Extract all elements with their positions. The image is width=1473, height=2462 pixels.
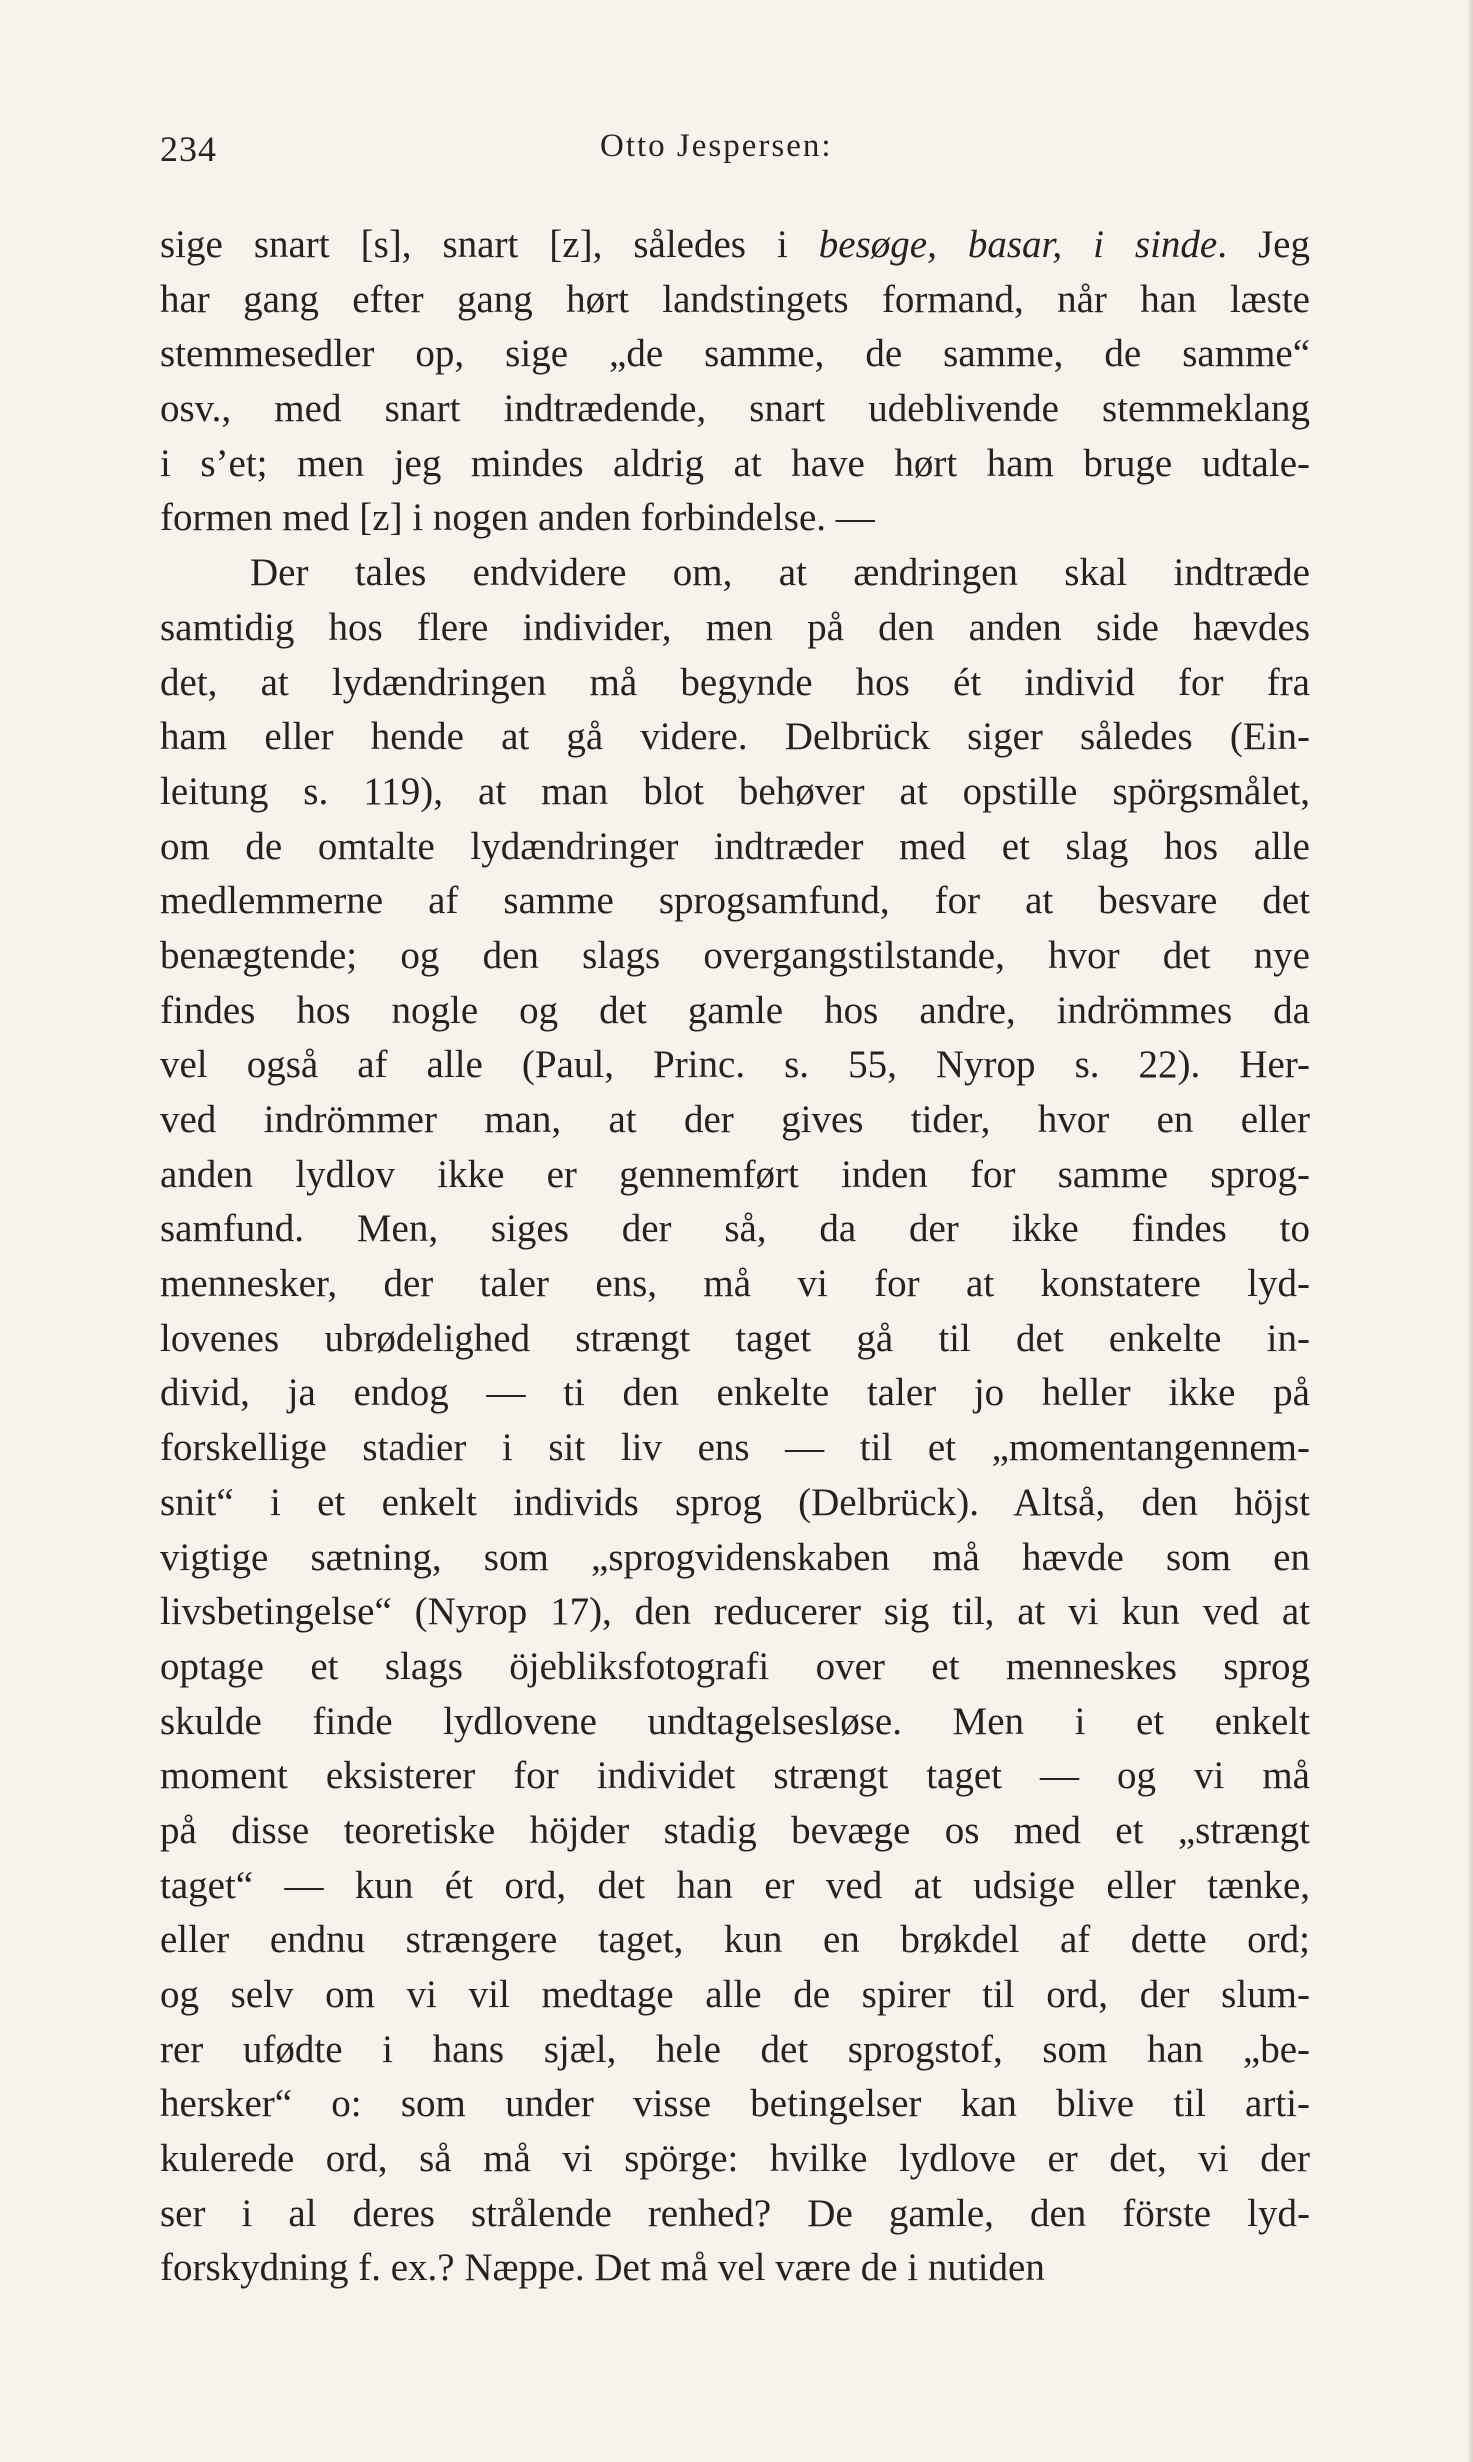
text-line: medlemmerne af samme sprogsamfund, for at besvare det <box>160 879 1310 923</box>
text-line: forskellige stadier i sit liv ens — til et „momentangennem- <box>160 1426 1310 1470</box>
text-line: ham eller hende at gå videre. Delbrück siger således (Ein- <box>160 715 1310 759</box>
paragraph-start-line: Der tales endvidere om, at ændringen skal indtræde <box>250 551 1310 595</box>
text-line: findes hos nogle og det gamle hos andre, indrömmes da <box>160 988 1310 1032</box>
text-line: vigtige sætning, som „sprogvidenskaben må hævde som en <box>160 1535 1310 1579</box>
body-text <box>160 218 1310 2296</box>
text-line: på disse teoretiske höjder stadig bevæge os med et „strængt <box>160 1808 1310 1852</box>
text-line: om de omtalte lydændringer indtræder med et slag hos alle <box>160 824 1310 868</box>
text-line: ser i al deres strålende renhed? De gamle, den förste lyd- <box>160 2191 1310 2235</box>
text-line: moment eksisterer for individet strængt taget — og vi må <box>160 1754 1310 1798</box>
italic-examples: besøge, basar, i sinde <box>818 223 1218 266</box>
text-line: benægtende; og den slags overgangstilstande, hvor det nye <box>160 933 1310 977</box>
text-line: eller endnu strængere taget, kun en brøkdel af dette ord; <box>160 1918 1310 1962</box>
text-line: osv., med snart indtrædende, snart udeblivende stemmeklang <box>160 387 1310 431</box>
text-line: livsbetingelse“ (Nyrop 17), den reducerer sig til, at vi kun ved at <box>160 1590 1310 1634</box>
text-line: leitung s. 119), at man blot behøver at opstille spörgsmålet, <box>160 769 1310 813</box>
text-line: i s’et; men jeg mindes aldrig at have hørt ham bruge udtale- <box>160 441 1310 485</box>
text-line: samtidig hos flere individer, men på den anden side hævdes <box>160 605 1310 649</box>
text-line: forskydning f. ex.? Næppe. Det må vel være de i nutiden <box>160 2246 1045 2290</box>
text-line: mennesker, der taler ens, må vi for at konstatere lyd- <box>160 1262 1310 1306</box>
text-line: sige snart [s], snart [z], således i besøge, basar, i sinde. Jeg <box>160 223 1310 266</box>
text-line: skulde finde lydlovene undtagelsesløse. Men i et enkelt <box>160 1699 1310 1743</box>
text-line: vel også af alle (Paul, Princ. s. 55, Nyrop s. 22). Her- <box>160 1043 1310 1087</box>
text-line: taget“ — kun ét ord, det han er ved at udsige eller tænke, <box>160 1863 1310 1907</box>
text-line: anden lydlov ikke er gennemført inden for samme sprog- <box>160 1152 1310 1196</box>
text-line: stemmesedler op, sige „de samme, de samme, de samme“ <box>160 332 1310 376</box>
text-line: formen med [z] i nogen anden forbindelse. — <box>160 496 875 540</box>
text-line: kulerede ord, så må vi spörge: hvilke lydlove er det, vi der <box>160 2137 1310 2181</box>
text-line: ved indrömmer man, at der gives tider, hvor en eller <box>160 1098 1310 1141</box>
text-line: og selv om vi vil medtage alle de spirer til ord, der slum- <box>160 1973 1310 2016</box>
text-line: lovenes ubrødelighed strængt taget gå til det enkelte in- <box>160 1316 1310 1360</box>
text-line: hersker“ o: som under visse betingelser kan blive til arti- <box>160 2082 1310 2126</box>
text-line: det, at lydændringen må begynde hos ét individ for fra <box>160 660 1310 704</box>
running-head <box>160 128 1310 178</box>
text-line: snit“ i et enkelt individs sprog (Delbrück). Altså, den höjst <box>160 1480 1310 1524</box>
text-line: har gang efter gang hørt landstingets formand, når han læste <box>160 277 1310 321</box>
text-line: samfund. Men, siges der så, da der ikke findes to <box>160 1207 1310 1251</box>
page-number: 234 <box>160 129 217 169</box>
text-line: optage et slags öjebliksfotografi over et menneskes sprog <box>160 1644 1310 1688</box>
text-line: divid, ja endog — ti den enkelte taler jo heller ikke på <box>160 1371 1310 1415</box>
running-title: Otto Jespersen: <box>600 128 833 164</box>
page-edge-shadow <box>1467 0 1473 2462</box>
text-line: rer ufødte i hans sjæl, hele det sprogstof, som han „be- <box>160 2027 1310 2071</box>
